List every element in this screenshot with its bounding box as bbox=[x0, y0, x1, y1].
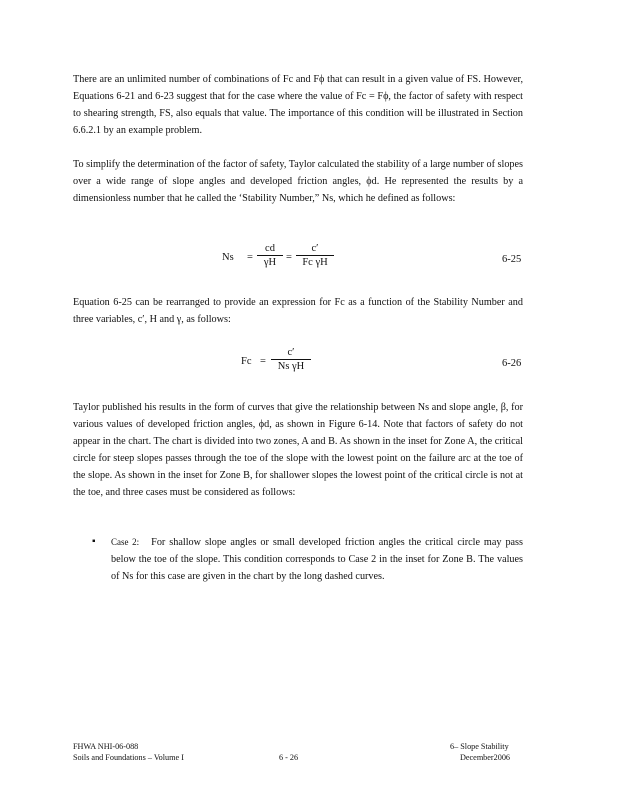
eq2-denominator: Ns γH bbox=[277, 361, 305, 372]
paragraph-stability-number-intro: To simplify the determination of the factor of safety, Taylor calculated the stability of a large number of slopes over a wide range of slope angles and developed friction angles, ϕd. He represented the results by a dimensionless number that he called the ‘Stability Number,” Ns, which he defined as follows: bbox=[73, 159, 523, 204]
paragraph-combinations: There are an unlimited number of combinations of Fc and Fϕ that can result in a given value of FS. However, Equations 6-21 and 6-23 suggest that for the case where the value of Fc = Fϕ, the factor of safety with respect to shearing strength, FS, also equals that value. The importance of this condition will be illustrated in Section 6.6.2.1 by an example problem. bbox=[73, 74, 523, 136]
footer-course-code: FHWA NHI-06-088 bbox=[73, 742, 139, 751]
paragraph-rearranged: Equation 6-25 can be rearranged to provide an expression for Fc as a function of the Stability Number and three variables, c′, H and γ, as follows: bbox=[73, 297, 523, 325]
footer-chapter: 6– Slope Stability bbox=[450, 742, 509, 751]
eq1-equals-1: = bbox=[247, 252, 253, 263]
eq2-lhs: Fc bbox=[241, 356, 252, 367]
case-2-item bbox=[111, 534, 523, 585]
eq1-fraction-2 bbox=[296, 243, 334, 268]
eq1-number: 6-25 bbox=[502, 254, 522, 265]
eq2-fraction bbox=[271, 347, 311, 372]
footer-right bbox=[450, 741, 510, 763]
eq1-lhs: Ns bbox=[222, 252, 234, 263]
footer-manual-title: Soils and Foundations – Volume I bbox=[73, 753, 184, 762]
footer-page-number: 6 - 26 bbox=[279, 753, 299, 762]
eq1-f2-denominator: Fc γH bbox=[302, 257, 328, 268]
eq1-fraction-1 bbox=[257, 243, 283, 268]
paragraph-taylor-curves: Taylor published his results in the form of curves that give the relationship between Ns and slope angle, β, for various values of developed friction angles, ϕd, as shown in Figure 6-14. Note that factors of safety do not appear in the chart. The chart is divided into two zones, A and B. As shown in the inset for Zone A, the critical circle for steep slopes passes through the toe of the slope with the lowest point on the failure arc at the toe of the slope. As shown in the inset for Zone B, for shallower slopes the lowest point of the critical circle is not at the toe, and three cases must be considered as follows: bbox=[73, 402, 523, 498]
case-2-label: Case 2: bbox=[111, 537, 140, 547]
eq1-f2-numerator: c′ bbox=[296, 243, 334, 256]
footer-date: December2006 bbox=[460, 753, 511, 762]
footer-left bbox=[73, 741, 184, 763]
eq2-number: 6-26 bbox=[502, 358, 522, 369]
bullet-icon: ▪ bbox=[92, 536, 96, 547]
case-2-text: For shallow slope angles or small developed friction angles the critical circle may pass below the toe of the slope. This condition corresponds to Case 2 in the inset for Zone B. The values of Ns for this case are given in the chart by the long dashed curves. bbox=[111, 537, 523, 582]
eq1-f1-numerator: cd bbox=[257, 243, 283, 256]
eq2-equals: = bbox=[260, 356, 266, 367]
eq2-numerator: c′ bbox=[271, 347, 311, 360]
eq1-f1-denominator: γH bbox=[263, 257, 277, 268]
eq1-equals-2: = bbox=[286, 252, 292, 263]
